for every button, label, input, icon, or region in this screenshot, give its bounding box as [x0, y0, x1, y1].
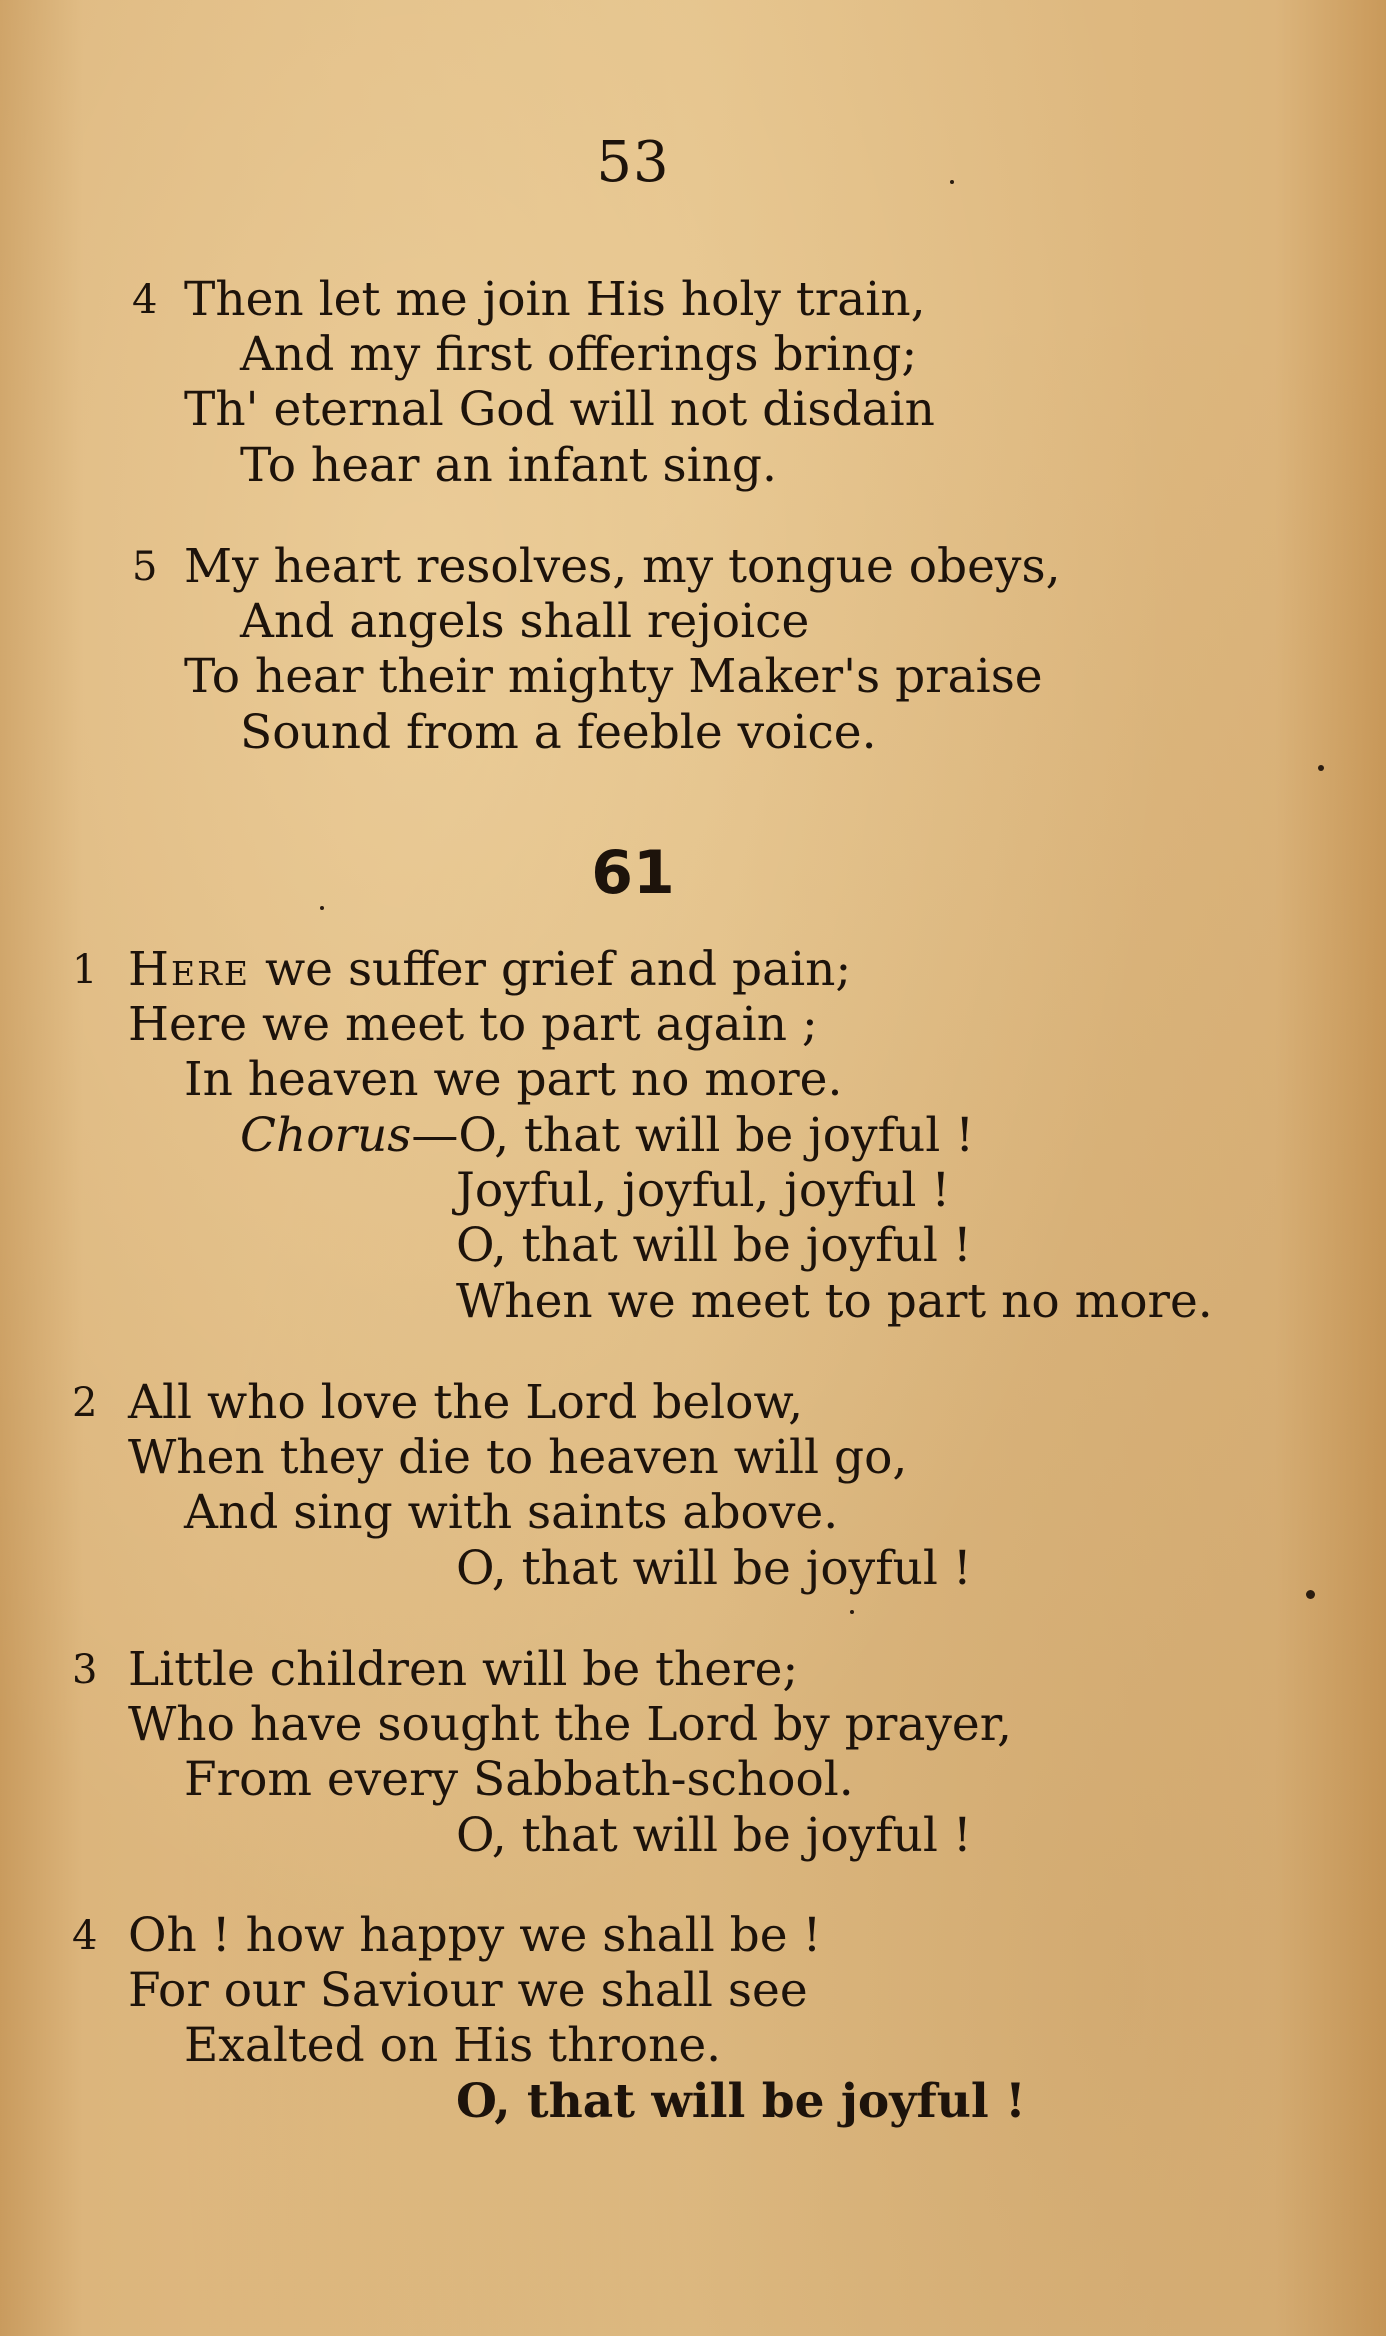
chorus-line: [240, 1108, 974, 1164]
hymn-number: 61: [591, 838, 675, 908]
chorus-first-line: O, that will be joyful !: [458, 1108, 975, 1163]
verse-line: When they die to heaven will go,: [128, 1430, 908, 1485]
paper-speck: [850, 1610, 854, 1614]
chorus-line: O, that will be joyful !: [456, 1541, 972, 1596]
verse-line: In heaven we part no more.: [184, 1052, 843, 1107]
chorus-line: O, that will be joyful !: [456, 2074, 1026, 2129]
verse-line: To hear an infant sing.: [240, 438, 777, 493]
verse-line: Exalted on His throne.: [184, 2018, 722, 2073]
verse-number: 1: [72, 947, 98, 993]
verse-line: Little children will be there;: [128, 1642, 799, 1697]
chorus-line: When we meet to part no more.: [456, 1274, 1213, 1329]
verse-number: 4: [72, 1913, 98, 1959]
verse-number: 4: [132, 277, 158, 323]
chorus-label: Chorus: [240, 1108, 412, 1163]
verse-line: Sound from a feeble voice.: [240, 705, 877, 760]
verse-line: Oh ! how happy we shall be !: [128, 1908, 822, 1963]
verse-line: My heart resolves, my tongue obeys,: [184, 539, 1061, 594]
chorus-line: O, that will be joyful !: [456, 1808, 972, 1863]
initial-word: Here: [128, 942, 251, 997]
chorus-line: O, that will be joyful !: [456, 1218, 972, 1273]
verse-number: 2: [72, 1380, 98, 1426]
verse-line: Then let me join His holy train,: [184, 272, 926, 327]
paper-speck: [1306, 1590, 1315, 1599]
paper-speck: [1318, 765, 1324, 771]
verse-line: Here we meet to part again ;: [128, 997, 818, 1052]
page-number: 53: [596, 130, 670, 195]
verse-number: 5: [132, 544, 158, 590]
chorus-line: Joyful, joyful, joyful !: [456, 1163, 951, 1218]
paper-speck: [950, 180, 954, 184]
verse-line: And sing with saints above.: [184, 1485, 839, 1540]
verse-line: Th' eternal God will not disdain: [184, 382, 935, 437]
first-line-rest: we suffer grief and pain;: [250, 942, 852, 997]
verse-line: From every Sabbath-school.: [184, 1752, 854, 1807]
verse-number: 3: [72, 1647, 98, 1693]
verse-line: [128, 942, 851, 998]
verse-line: All who love the Lord below,: [128, 1375, 804, 1430]
verse-line: And angels shall rejoice: [240, 594, 810, 649]
verse-line: For our Saviour we shall see: [128, 1963, 808, 2018]
verse-line: Who have sought the Lord by prayer,: [128, 1697, 1012, 1752]
chorus-dash: —: [411, 1108, 459, 1163]
verse-line: To hear their mighty Maker's praise: [184, 649, 1043, 704]
verse-line: And my first offerings bring;: [240, 327, 918, 382]
paper-speck: [320, 906, 324, 910]
